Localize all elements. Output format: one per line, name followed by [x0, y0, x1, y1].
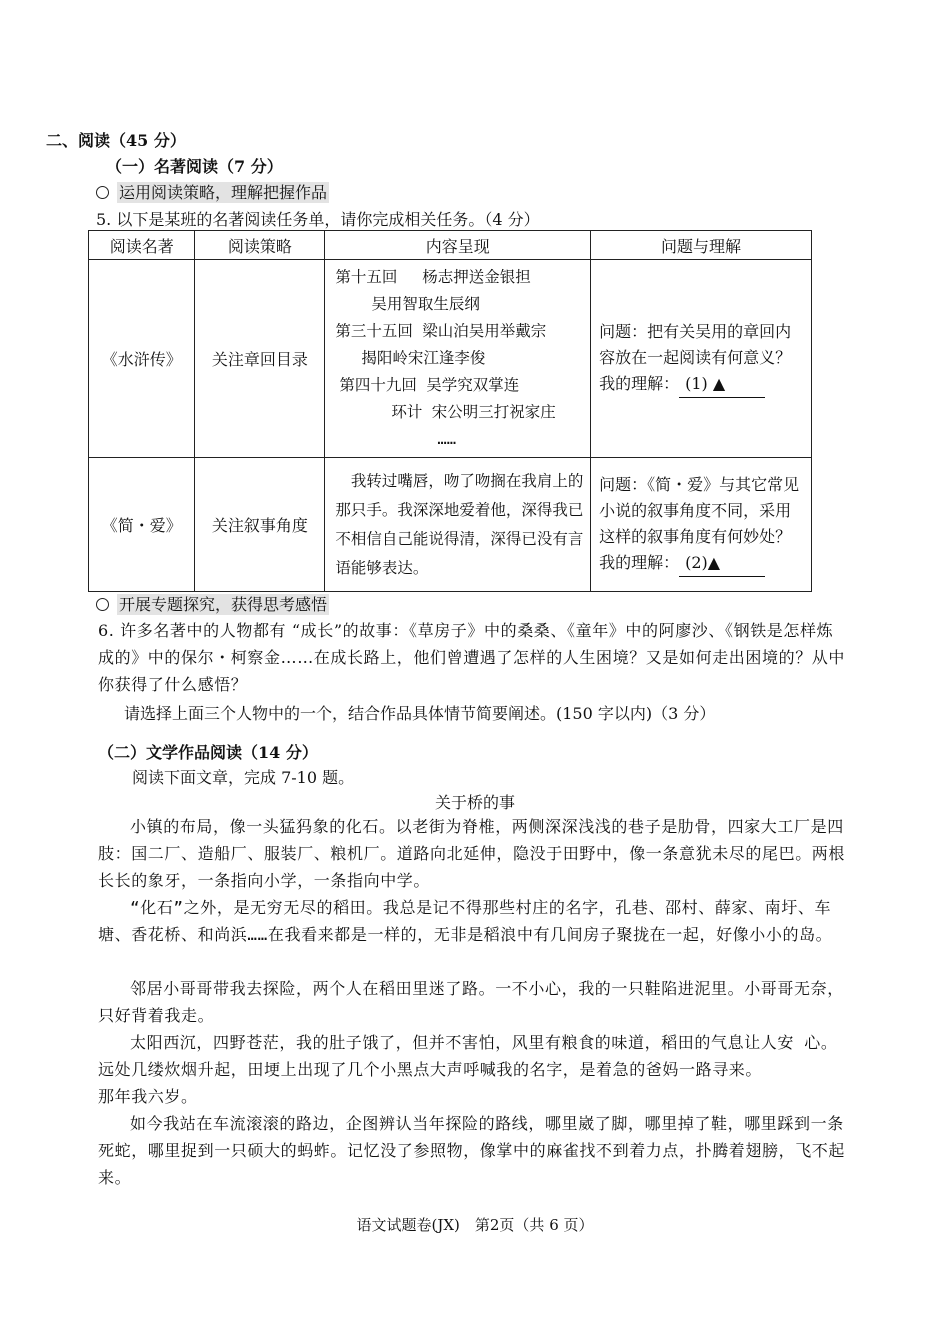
- chapter-line: 第三十五回 梁山泊吴用举戴宗: [335, 322, 547, 340]
- content-cell: [325, 458, 591, 592]
- article-paragraph: 如今我站在车流滚滚的路边，企图辨认当年探险的路线，哪里崴了脚，哪里掉了鞋，哪里踩到一条死蛇，哪里捉到一只硕大的蚂蚱。记忆没了参照物，像掌中的麻雀找不到着力点，扑腾着翅膀，飞不起来。: [98, 1114, 846, 1187]
- question-text: 问题：《简・爱》与其它常见小说的叙事角度不同，采用这样的叙事角度有何妙处？: [599, 475, 800, 546]
- book-cell: 《水浒传》: [89, 260, 195, 458]
- section-title: 二、阅读（45 分）: [46, 131, 186, 150]
- header-cell: 阅读名著: [89, 231, 195, 260]
- chapter-line: ……: [437, 430, 457, 448]
- article-paragraph: 那年我六岁。: [98, 1087, 198, 1106]
- question-6: 6. 许多名著中的人物都有 “成长”的故事：《草房子》中的桑桑、《童年》中的阿廖沙、《钢铁是怎样炼成的》中的保尔・柯察金……在成长路上，他们曾遭遇了怎样的人生困境？又是如何走出困境的？从中你获得了什么感悟？: [98, 621, 846, 694]
- answer-blank-2[interactable]: (2)▲: [679, 550, 765, 577]
- article-paragraph: “化石”之外，是无穷无尽的稻田。我总是记不得那些村庄的名字，孔巷、邵村、薛家、南圩、车塘、香花桥、和尚浜……在我看来都是一样的，无非是稻浪中有几间房子聚拢在一起，好像小小的岛。: [98, 898, 833, 944]
- question-cell: [591, 260, 812, 458]
- strategy-heading-1: [96, 180, 329, 203]
- question-5: 5. 以下是某班的名著阅读任务单，请你完成相关任务。（4 分）: [96, 210, 540, 229]
- question-cell: [591, 458, 812, 592]
- content-cell: [325, 260, 591, 458]
- excerpt-text: 我转过嘴唇，吻了吻搁在我肩上的那只手。我深深地爱着他，深得我已不相信自己能说得清，深得已没有言语能够表达。: [335, 471, 584, 577]
- part2-instructions: 阅读下面文章，完成 7-10 题。: [132, 768, 355, 787]
- strategy-label: 开展专题探究，获得思考感悟: [119, 595, 328, 614]
- strategy-cell: 关注叙事角度: [195, 458, 325, 592]
- question-6-instructions: 请选择上面三个人物中的一个，结合作品具体情节简要阐述。(150 字以内)（3 分）: [124, 704, 716, 723]
- header-cell: 问题与理解: [591, 231, 812, 260]
- part2-title: （二）文学作品阅读（14 分）: [98, 743, 318, 762]
- part1-title: （一）名著阅读（7 分）: [106, 157, 283, 176]
- circle-bullet-icon: [96, 598, 109, 611]
- header-cell: 阅读策略: [195, 231, 325, 260]
- page-footer: 语文试题卷(JX) 第2页（共 6 页）: [356, 1216, 594, 1234]
- chapter-line: 环计 宋公明三打祝家庄: [391, 403, 556, 421]
- article-paragraph: 邻居小哥哥带我去探险，两个人在稻田里迷了路。一不小心，我的一只鞋陷进泥里。小哥哥无奈，只好背着我走。: [98, 979, 844, 1025]
- table-header-row: [89, 231, 812, 260]
- chapter-line: 揭阳岭宋江逢李俊: [361, 349, 486, 367]
- reading-task-table: [88, 230, 812, 592]
- chapter-line: 第四十九回 吴学究双掌连: [339, 376, 520, 394]
- article-paragraph: 小镇的布局，像一头猛犸象的化石。以老街为脊椎，两侧深深浅浅的巷子是肋骨，四家大工厂是四肢：国二厂、造船厂、服装厂、粮机厂。道路向北延伸，隐没于田野中，像一条意犹未尽的尾巴。两根长长的象牙，一条指向小学，一条指向中学。: [98, 817, 846, 890]
- circle-bullet-icon: [96, 186, 109, 199]
- strategy-label: 运用阅读策略，理解把握作品: [119, 183, 328, 202]
- answer-blank-1[interactable]: (1) ▲: [679, 371, 765, 398]
- chapter-line: 第十五回 杨志押送金银担: [335, 268, 531, 286]
- article-title: 关于桥的事: [434, 793, 515, 812]
- table-row: [89, 260, 812, 458]
- book-cell: 《简・爱》: [89, 458, 195, 592]
- article-paragraph: 太阳西沉，四野苍茫，我的肚子饿了，但并不害怕，风里有粮食的味道，稻田的气息让人安 心。远处几缕炊烟升起，田埂上出现了几个小黑点大声呼喊我的名字，是着急的爸妈一路寻来。: [98, 1033, 838, 1079]
- chapter-line: 吴用智取生辰纲: [371, 295, 480, 313]
- question-text: 问题：把有关吴用的章回内容放在一起阅读有何意义？: [599, 322, 792, 367]
- table-row: [89, 458, 812, 592]
- strategy-cell: 关注章回目录: [195, 260, 325, 458]
- answer-label: 我的理解：: [599, 374, 680, 393]
- strategy-heading-2: [96, 592, 329, 615]
- header-cell: 内容呈现: [325, 231, 591, 260]
- answer-label: 我的理解：: [599, 553, 680, 572]
